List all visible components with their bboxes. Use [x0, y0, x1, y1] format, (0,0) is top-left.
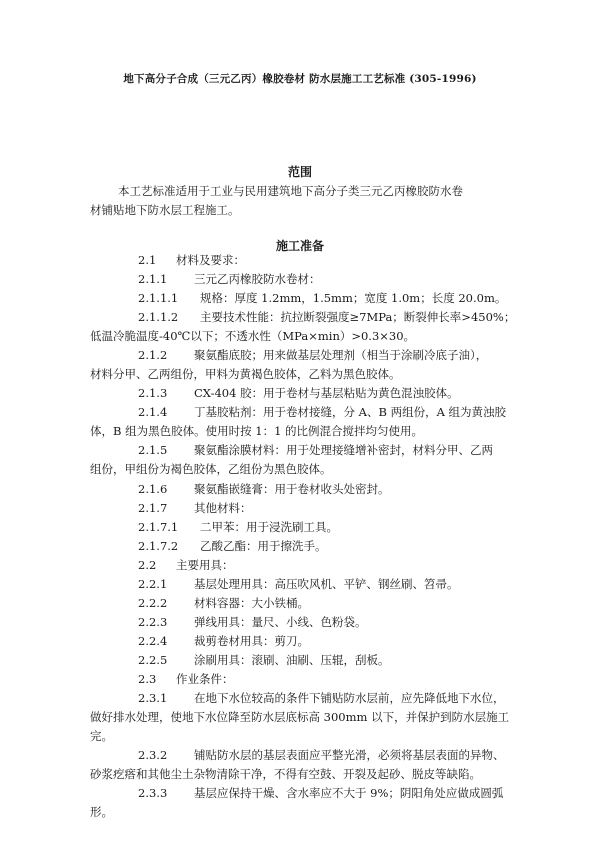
clause-number: 2.2.4 — [138, 634, 168, 648]
clause-text: 基层处理用具：高压吹风机、平铲、钢丝刷、笤帚。 — [194, 577, 459, 591]
clause-line — [138, 443, 493, 457]
clause-number: 2.2 — [138, 558, 157, 572]
clause-number: 2.1.7 — [138, 501, 168, 515]
clause-number: 2.1.5 — [138, 443, 168, 457]
clause-continuation-line: 体，B 组为黑色胶体。使用时按 1：1 的比例混合搅拌均匀使用。 — [90, 424, 424, 438]
clause-line — [138, 405, 506, 419]
clause-line — [138, 386, 459, 400]
clause-text: 二甲苯：用于浸洗刷工具。 — [200, 520, 338, 534]
clause-line — [138, 634, 309, 648]
clause-continuation-line: 完。 — [90, 729, 113, 743]
clause-text: 聚氨酯涂膜材料：用于处理接缝增补密封，材料分甲、乙两 — [194, 443, 493, 457]
clause-number: 2.1.7.2 — [138, 539, 179, 553]
clause-line — [138, 539, 327, 553]
clause-text: 三元乙丙橡胶防水卷材： — [194, 272, 321, 286]
clause-text: 丁基胶粘剂：用于卷材接缝，分 A、B 两组份，A 组为黄浊胶 — [194, 405, 507, 419]
clause-text: 基层应保持干燥、含水率应不大于 9%；阴阳角处应做成圆弧 — [194, 786, 504, 800]
clause-continuation-line: 砂浆疙瘩和其他尘土杂物清除干净，不得有空鼓、开裂及起砂、脱皮等缺陷。 — [90, 767, 481, 781]
section-heading-scope: 范围 — [287, 165, 312, 179]
clause-text: 其他材料： — [194, 501, 252, 515]
clause-line — [138, 310, 515, 324]
clause-text: 涂刷用具：滚刷、油刷、压辊，刮板。 — [194, 653, 390, 667]
clause-line — [138, 672, 234, 686]
clause-number: 2.1.1 — [138, 272, 168, 286]
clause-text: 作业条件： — [176, 672, 234, 686]
clause-text: 聚氨酯嵌缝膏：用于卷材收头处密封。 — [194, 482, 390, 496]
clause-line — [138, 577, 459, 591]
clause-line — [138, 520, 338, 534]
clause-text: 弹线用具：量尺、小线、色粉袋。 — [194, 615, 367, 629]
clause-text: 在地下水位较高的条件下铺贴防水层前，应先降低地下水位， — [194, 691, 505, 705]
clause-number: 2.2.1 — [138, 577, 168, 591]
clause-text: 主要用具： — [176, 558, 234, 572]
clause-number: 2.3.3 — [138, 786, 168, 800]
clause-continuation-line: 材料分甲、乙两组份，甲料为黄褐色胶体，乙料为黑色胶体。 — [90, 367, 401, 381]
clause-line — [138, 748, 505, 762]
clause-line — [138, 482, 390, 496]
clause-number: 2.1.6 — [138, 482, 168, 496]
clause-continuation-line: 组份，甲组份为褐色胶体，乙组份为黑色胶体。 — [90, 462, 332, 476]
clause-line — [138, 786, 503, 800]
clause-line — [138, 291, 506, 305]
clause-number: 2.3.2 — [138, 748, 168, 762]
clause-line — [138, 253, 245, 267]
clause-number: 2.3.1 — [138, 691, 168, 705]
clause-continuation-line: 低温冷脆温度-40℃以下；不透水性（MPa×min）>0.3×30。 — [90, 329, 416, 343]
clause-text: 规格：厚度 1.2mm，1.5mm；宽度 1.0m；长度 20.0m。 — [200, 291, 507, 305]
clause-text: 裁剪卷材用具：剪刀。 — [194, 634, 309, 648]
clause-number: 2.2.5 — [138, 653, 168, 667]
clause-line — [138, 691, 505, 705]
clause-number: 2.2.3 — [138, 615, 168, 629]
clause-line — [138, 501, 252, 515]
clause-line — [138, 596, 309, 610]
clause-line — [138, 615, 367, 629]
section-heading-preparation: 施工准备 — [275, 239, 324, 253]
document-title: 地下高分子合成（三元乙丙）橡胶卷材 防水层施工工艺标准 (305-1996) — [123, 73, 477, 85]
clause-number: 2.2.2 — [138, 596, 168, 610]
clause-number: 2.1.7.1 — [138, 520, 179, 534]
clause-line — [138, 272, 321, 286]
clause-text: 材料及要求： — [176, 253, 245, 267]
clause-continuation-line: 形。 — [90, 805, 113, 819]
clause-text: 主要技术性能：抗拉断裂强度≥7MPa；断裂伸长率>450%； — [200, 310, 516, 324]
clause-line — [138, 653, 390, 667]
clause-text: 乙酸乙酯：用于擦洗手。 — [200, 539, 327, 553]
clause-number: 2.1.2 — [138, 348, 168, 362]
scope-text-line: 材铺贴地下防水层工程施工。 — [90, 203, 240, 217]
scope-text-line: 本工艺标准适用于工业与民用建筑地下高分子类三元乙丙橡胶防水卷 — [118, 184, 463, 198]
clause-line — [138, 348, 487, 362]
clause-continuation-line: 做好排水处理，使地下水位降至防水层底标高 300mm 以下，并保护到防水层施工 — [90, 710, 510, 724]
clause-line — [138, 558, 234, 572]
clause-number: 2.1.1.2 — [138, 310, 179, 324]
clause-text: CX-404 胶：用于卷材与基层粘贴为黄色混浊胶体。 — [194, 386, 459, 400]
clause-number: 2.1.3 — [138, 386, 168, 400]
clause-text: 聚氨酯底胶；用来做基层处理剂（相当于涂刷冷底子油）， — [194, 348, 488, 362]
clause-number: 2.1.1.1 — [138, 291, 179, 305]
clause-text: 铺贴防水层的基层表面应平整光滑，必须将基层表面的异物、 — [194, 748, 505, 762]
clause-number: 2.1.4 — [138, 405, 168, 419]
clause-number: 2.1 — [138, 253, 157, 267]
clause-number: 2.3 — [138, 672, 157, 686]
clause-text: 材料容器：大小铁桶。 — [194, 596, 309, 610]
